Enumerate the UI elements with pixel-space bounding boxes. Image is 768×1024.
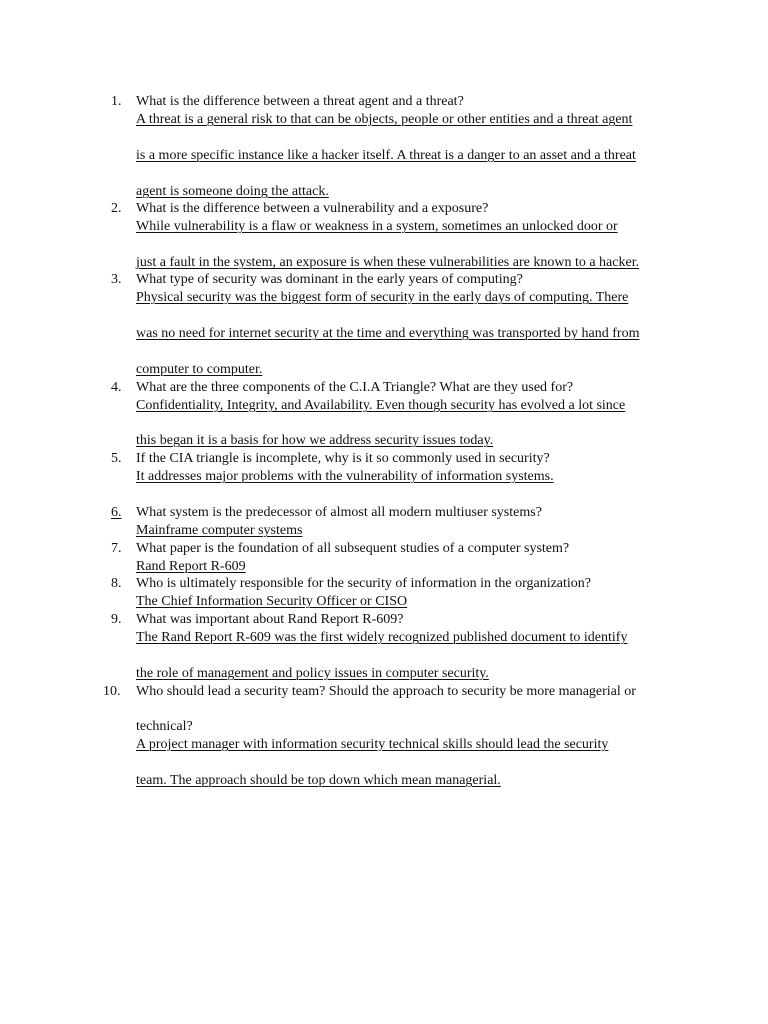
answer-text: is a more specific instance like a hacker itself. A threat is a danger to an asset and a threat: [136, 148, 636, 163]
answer-text: the role of management and policy issues in computer security.: [136, 666, 489, 681]
answer-text: Rand Report R-609: [136, 559, 246, 574]
item-number: 2.: [111, 201, 122, 216]
item-number: 9.: [111, 612, 122, 627]
question-text: What are the three components of the C.I.A Triangle? What are they used for?: [136, 380, 574, 395]
answer-text: team. The approach should be top down which mean managerial.: [136, 773, 501, 788]
question-text: What type of security was dominant in the early years of computing?: [136, 272, 523, 287]
item-number: 3.: [111, 272, 122, 287]
answer-text: The Rand Report R-609 was the first widely recognized published document to identify: [136, 630, 628, 645]
item-number: 4.: [111, 380, 122, 395]
answer-text: Confidentiality, Integrity, and Availability. Even though security has evolved a lot since: [136, 398, 626, 413]
question-text: Who is ultimately responsible for the security of information in the organization?: [136, 576, 592, 591]
question-text: What paper is the foundation of all subsequent studies of a computer system?: [136, 541, 570, 556]
question-text: What system is the predecessor of almost all modern multiuser systems?: [136, 505, 542, 520]
answer-text: was no need for internet security at the time and everything was transported by hand from: [136, 326, 640, 341]
answer-text: just a fault in the system, an exposure is when these vulnerabilities are known to a hacker.: [136, 255, 640, 270]
answer-text: While vulnerability is a flaw or weakness in a system, sometimes an unlocked door or: [136, 219, 618, 234]
answer-text: It addresses major problems with the vulnerability of information systems.: [136, 469, 554, 484]
answer-text: this began it is a basis for how we address security issues today.: [136, 433, 494, 448]
answer-text: The Chief Information Security Officer or CISO: [136, 594, 408, 609]
question-text: If the CIA triangle is incomplete, why is it so commonly used in security?: [136, 451, 550, 466]
answer-text: A threat is a general risk to that can be objects, people or other entities and a threat agent: [136, 112, 633, 127]
item-number: 1.: [111, 94, 122, 109]
item-number: 8.: [111, 576, 122, 591]
answer-text: Physical security was the biggest form of security in the early days of computing. There: [136, 290, 629, 305]
answer-text: A project manager with information security technical skills should lead the security: [136, 737, 609, 752]
answer-text: agent is someone doing the attack.: [136, 184, 329, 199]
answer-text: Mainframe computer systems: [136, 523, 303, 538]
answer-text: computer to computer.: [136, 362, 263, 377]
item-number: 5.: [111, 451, 122, 466]
question-text: Who should lead a security team? Should the approach to security be more managerial or: [136, 684, 636, 699]
question-text: What was important about Rand Report R-609?: [136, 612, 404, 627]
question-text: technical?: [136, 719, 193, 734]
question-text: What is the difference between a vulnerability and a exposure?: [136, 201, 489, 216]
item-number: 6.: [111, 505, 122, 520]
question-text: What is the difference between a threat agent and a threat?: [136, 94, 464, 109]
item-number: 7.: [111, 541, 122, 556]
item-number: 10.: [103, 684, 121, 699]
